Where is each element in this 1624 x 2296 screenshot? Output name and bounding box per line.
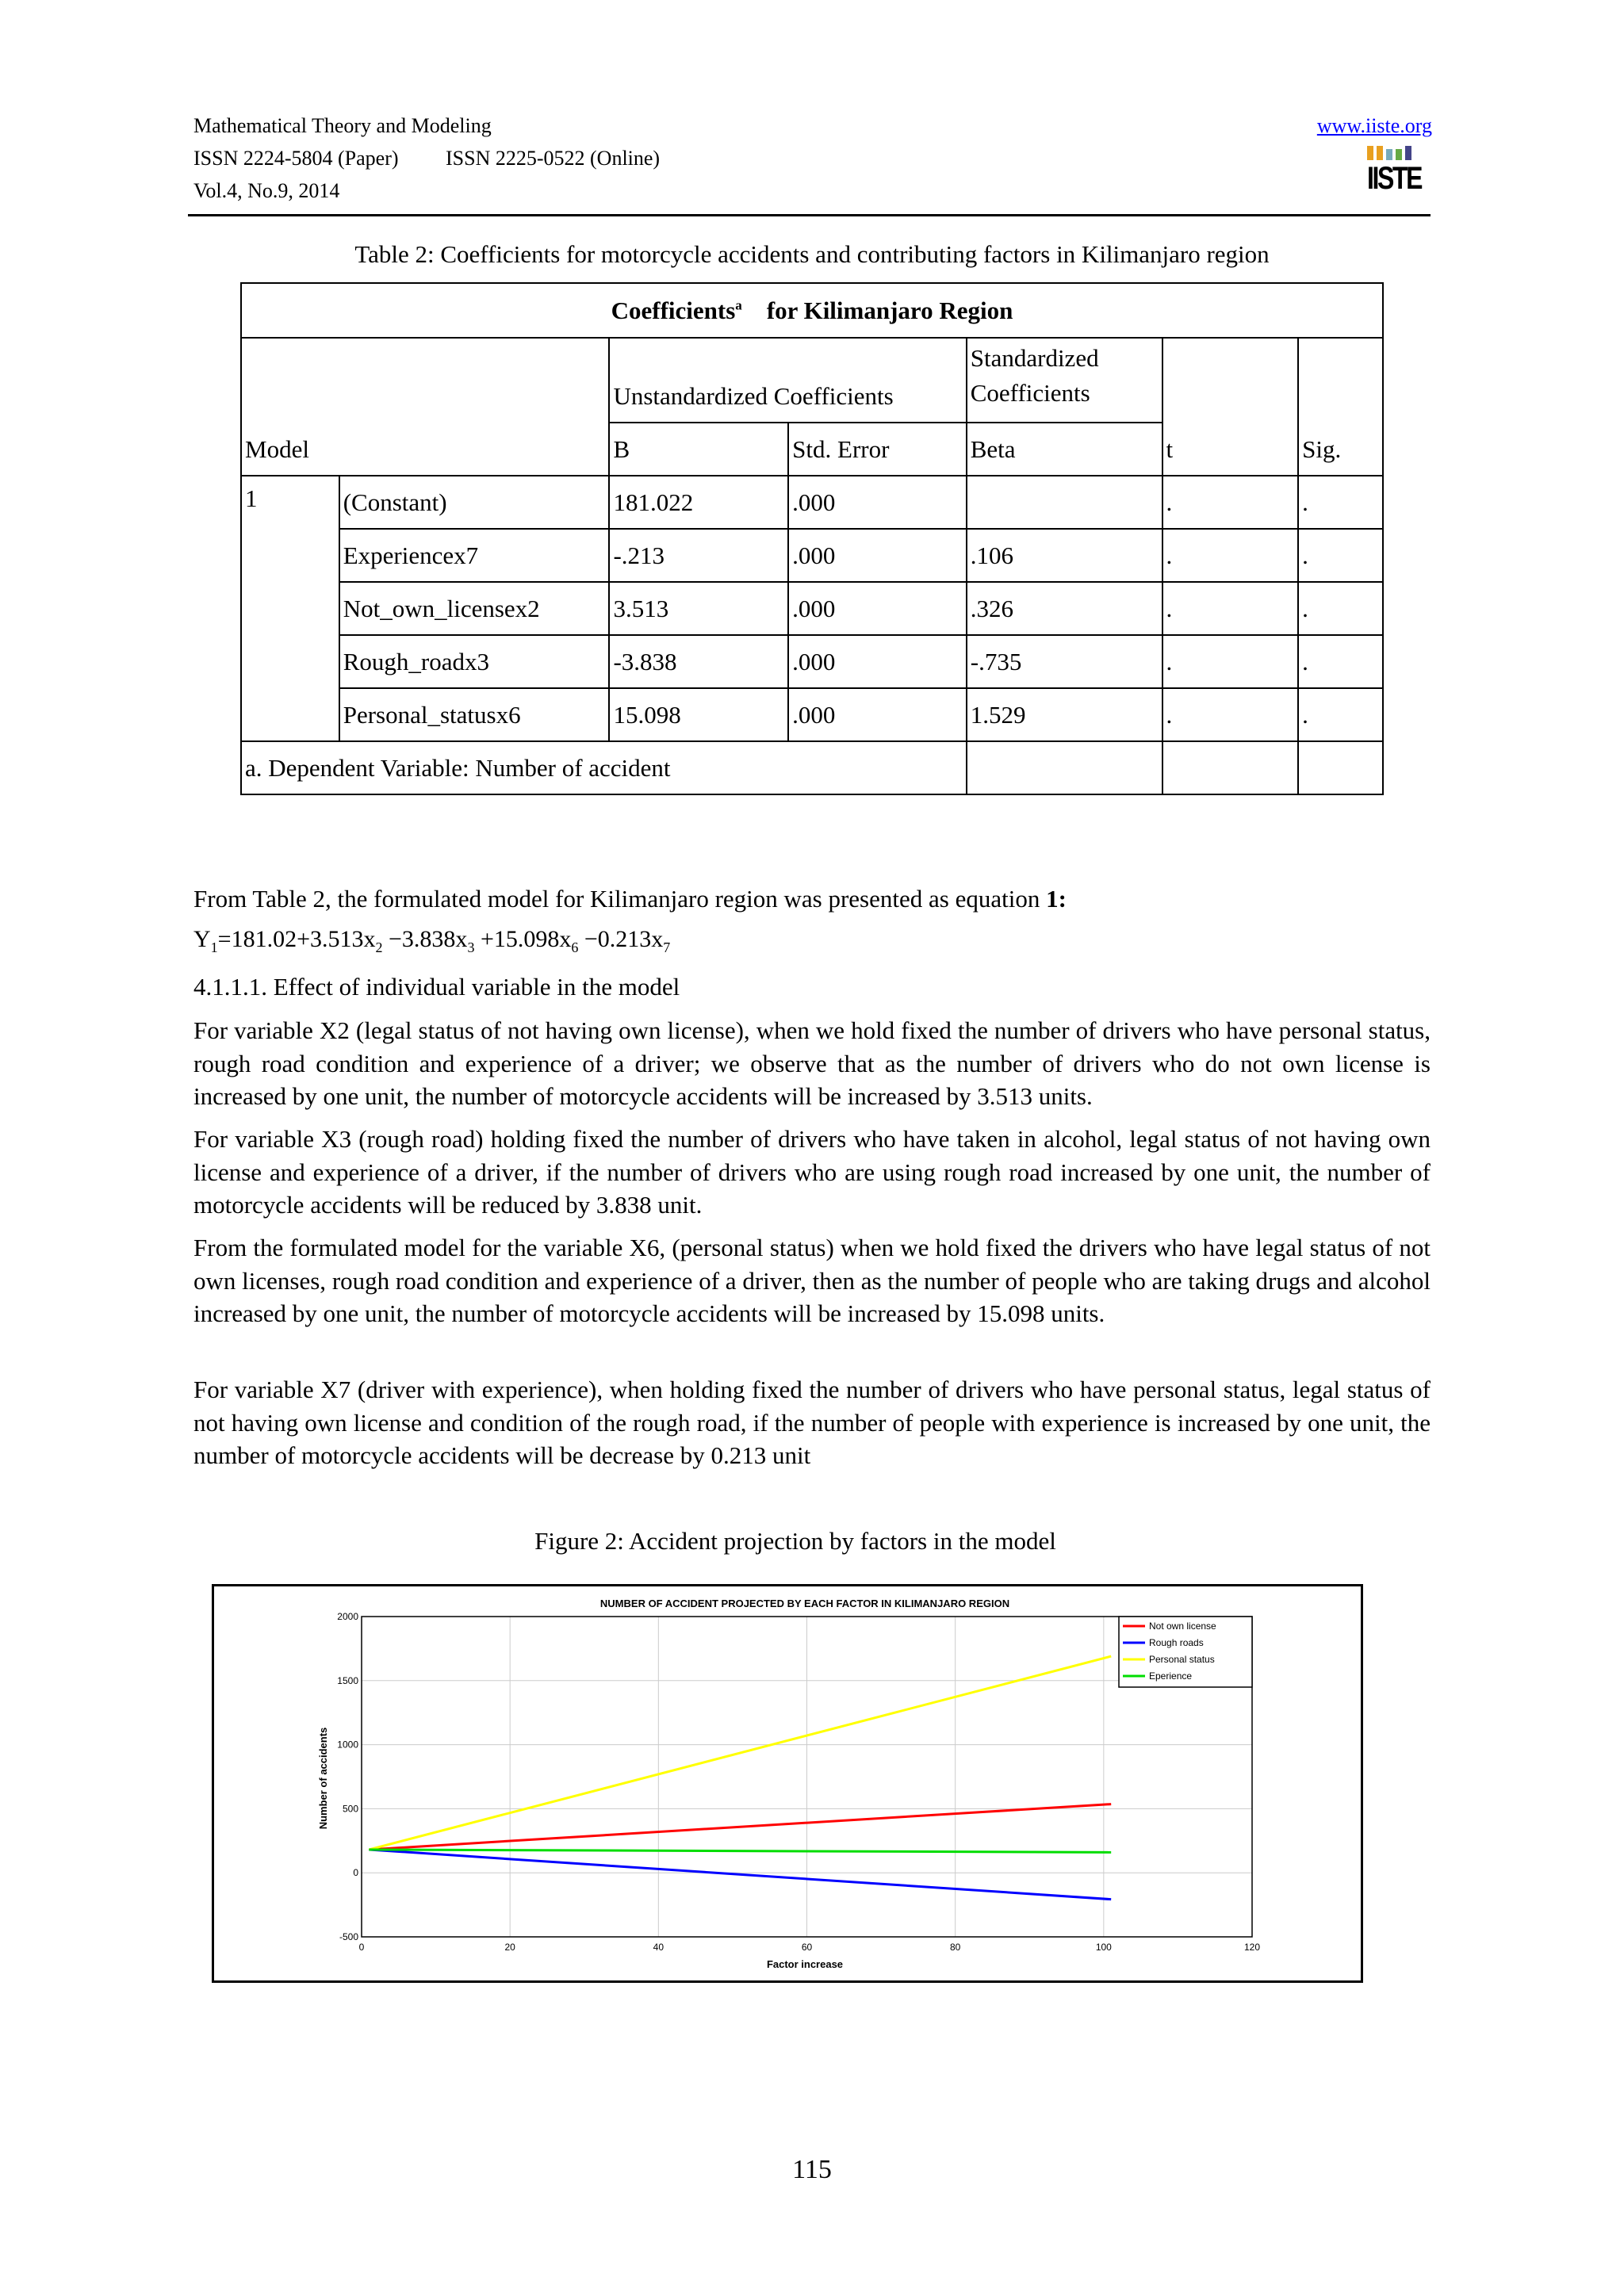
table-row	[241, 635, 1383, 688]
cell-t: .	[1162, 688, 1299, 741]
equation-subscript: 2	[375, 939, 383, 955]
empty-cell	[1298, 741, 1383, 794]
equation-subscript: 6	[571, 939, 579, 955]
cell-se: .000	[788, 529, 967, 582]
cell-sig: .	[1298, 582, 1383, 635]
legend-label: Rough roads	[1149, 1637, 1204, 1648]
issn-online: ISSN 2225-0522 (Online)	[446, 147, 661, 170]
col-beta: Beta	[967, 423, 1162, 476]
cell-beta: 1.529	[967, 688, 1162, 741]
table-title: Coefficients$^a$ for Kilimanjaro Region	[241, 283, 1383, 338]
y-tick-label: 0	[353, 1867, 358, 1879]
equation-term: =181.02+3.513x	[217, 926, 376, 952]
empty-cell	[967, 741, 1162, 794]
col-sig: Sig.	[1298, 338, 1383, 476]
cell-b: 3.513	[609, 582, 788, 635]
col-t: t	[1162, 338, 1299, 476]
equation-term: −0.213x	[578, 926, 664, 952]
cell-beta: -.735	[967, 635, 1162, 688]
intro-text: From Table 2, the formulated model for Kilimanjaro region was presented as equation 1:	[193, 885, 1067, 913]
accident-projection-chart	[212, 1584, 1363, 1983]
x-tick-label: 40	[653, 1942, 665, 1953]
y-tick-label: 500	[342, 1803, 358, 1815]
cell-t: .	[1162, 529, 1299, 582]
section-heading: 4.1.1.1. Effect of individual variable in the model	[193, 973, 680, 1001]
cell-name: (Constant)	[339, 476, 610, 529]
equation-term: +15.098x	[474, 926, 572, 952]
x-tick-label: 60	[801, 1942, 813, 1953]
group-standardized: Standardized Coefficients	[967, 338, 1162, 423]
cell-t: .	[1162, 635, 1299, 688]
table-row	[241, 688, 1383, 741]
cell-b: -.213	[609, 529, 788, 582]
page-number: 115	[792, 2155, 832, 2184]
table-row	[241, 476, 1383, 529]
cell-name: Rough_roadx3	[339, 635, 610, 688]
col-b: B	[609, 423, 788, 476]
paragraph: For variable X3 (rough road) holding fixed the number of drivers who have taken in alcohol, legal status of not having own license and experience of a driver, if the number of drivers who are using rough road increased by one unit, the number of motorcycle accidents will be reduced by 3.838 unit.	[193, 1125, 1431, 1219]
cell-sig: .	[1298, 688, 1383, 741]
x-axis-label: Factor increase	[766, 1958, 844, 1970]
coefficients-table	[240, 282, 1384, 795]
table-row	[241, 582, 1383, 635]
group-unstandardized: Unstandardized Coefficients	[609, 338, 966, 423]
equation-subscript: 3	[467, 939, 475, 955]
volume: Vol.4, No.9, 2014	[193, 179, 340, 202]
cell-se: .000	[788, 635, 967, 688]
y-axis-label: Number of accidents	[317, 1727, 329, 1830]
x-tick-label: 0	[358, 1942, 365, 1953]
table-footnote: a. Dependent Variable: Number of accident	[241, 741, 967, 794]
legend-label: Personal status	[1149, 1654, 1215, 1665]
paragraph: From the formulated model for the variable X6, (personal status) when we hold fixed the drivers who have legal status of not own licenses, rough road condition and experience of a driver, then as the number of people who are taking drugs and alcohol increased by one unit, the number of motorcycle accidents will be increased by 15.098 units.	[193, 1234, 1431, 1327]
equation-term: −3.838x	[382, 926, 468, 952]
x-tick-label: 120	[1243, 1942, 1261, 1953]
table-row	[241, 529, 1383, 582]
paragraph: For variable X2 (legal status of not having own license), when we hold fixed the number of drivers who have personal status, rough road condition and experience of a driver; we observe that as the number of drivers who do not own license is increased by one unit, the number of motorcycle accidents will be increased by 3.513 units.	[193, 1016, 1431, 1110]
x-tick-label: 100	[1095, 1942, 1112, 1953]
cell-t: .	[1162, 582, 1299, 635]
cell-b: 181.022	[609, 476, 788, 529]
cell-beta: .326	[967, 582, 1162, 635]
legend-label: Not own license	[1149, 1621, 1216, 1632]
cell-beta	[967, 476, 1162, 529]
figure-caption: Figure 2: Accident projection by factors in the model	[534, 1527, 1056, 1555]
chart-title: NUMBER OF ACCIDENT PROJECTED BY EACH FACTOR IN KILIMANJARO REGION	[599, 1598, 1010, 1609]
x-tick-label: 80	[949, 1942, 961, 1953]
col-model: Model	[241, 338, 609, 476]
col-std-error: Std. Error	[788, 423, 967, 476]
y-tick-label: 2000	[337, 1611, 358, 1622]
paragraph: For variable X7 (driver with experience), when holding fixed the number of drivers who have personal status, legal status of not having own license and condition of the rough road, if the number of people with experience is increased by one unit, the number of motorcycle accidents will be decrease by 0.213 unit	[193, 1376, 1431, 1469]
issn-paper: ISSN 2224-5804 (Paper)	[193, 147, 399, 170]
journal-name: Mathematical Theory and Modeling	[193, 114, 492, 137]
empty-cell	[1162, 741, 1299, 794]
cell-name: Personal_statusx6	[339, 688, 610, 741]
y-tick-label: 1000	[337, 1739, 358, 1751]
y-tick-label: 1500	[337, 1674, 358, 1686]
x-tick-label: 20	[504, 1942, 515, 1953]
legend-label: Eperience	[1149, 1670, 1193, 1682]
cell-se: .000	[788, 476, 967, 529]
iiste-logo: IISTE	[1367, 144, 1421, 200]
cell-t: .	[1162, 476, 1299, 529]
table-caption: Table 2: Coefficients for motorcycle accidents and contributing factors in Kilimanjaro region	[354, 240, 1270, 268]
y-tick-label: -500	[339, 1931, 358, 1942]
cell-se: .000	[788, 688, 967, 741]
cell-name: Not_own_licensex2	[339, 582, 610, 635]
cell-b: -3.838	[609, 635, 788, 688]
cell-name: Experiencex7	[339, 529, 610, 582]
equation: $Y_1=181.02+3.513x_2 -3.838x_3 +15.098x_6 -0.213x_7$	[193, 926, 671, 955]
cell-beta: .106	[967, 529, 1162, 582]
header-rule	[188, 214, 1431, 216]
journal-link[interactable]: www.iiste.org	[1316, 114, 1432, 137]
cell-sig: .	[1298, 476, 1383, 529]
equation-subscript: 7	[663, 939, 671, 955]
cell-sig: .	[1298, 529, 1383, 582]
cell-se: .000	[788, 582, 967, 635]
model-number: 1	[241, 476, 339, 741]
cell-sig: .	[1298, 635, 1383, 688]
cell-b: 15.098	[609, 688, 788, 741]
